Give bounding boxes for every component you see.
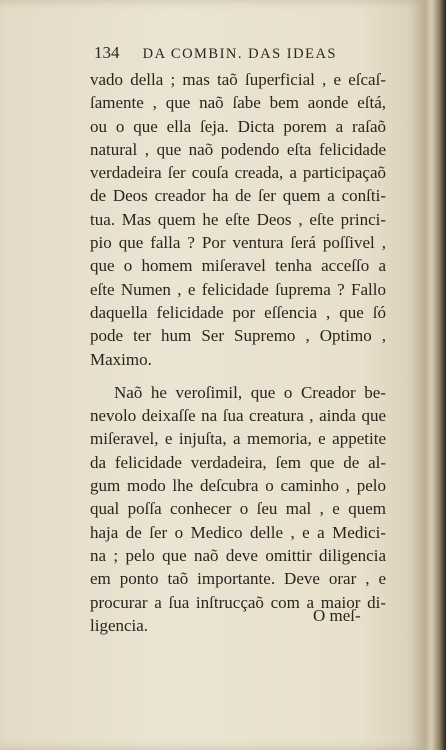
text-line: da felicidade verdadeira, ſem que de al- [90, 452, 386, 472]
text-line: haja de ſer o Medico delle , e a Medici- [90, 522, 386, 542]
body-text [90, 68, 386, 637]
text-line: tua. Mas quem he eſte Deos , eſte princi- [90, 209, 386, 229]
page-header [94, 43, 394, 63]
text-line: Maximo. [90, 349, 152, 369]
page-number: 134 [94, 43, 120, 62]
text-line: ligencia. [90, 615, 149, 635]
text-line: pio que falla ? Por ventura ſerá poſſivel , [90, 233, 386, 253]
catchword: O meſ- [313, 606, 361, 625]
text-line: vado della ; mas taõ ſuperficial , e eſcaſ- [90, 70, 386, 89]
running-title: DA COMBIN. DAS IDEAS [142, 46, 337, 62]
text-line: em ponto taõ importante. Deve orar , e [90, 569, 386, 589]
text-line: Naõ he veroſimil, que o Creador be- [114, 382, 386, 402]
text-line: natural , que naõ podendo eſta felicidade [90, 139, 386, 159]
page-edge [424, 0, 446, 750]
text-line: gum modo lhe deſcubra o caminho , pelo [90, 476, 386, 496]
text-line: daquella felicidade por eſſencia , que ſó [90, 302, 386, 322]
text-line: ſamente , que naõ ſabe bem aonde eſtá, [90, 93, 386, 113]
text-line: qual poſſa conhecer o ſeu mal , e quem [90, 499, 386, 519]
text-line: miſeravel, e injuſta, a memoria, e appetite [90, 429, 386, 449]
text-line: nevolo deixaſſe na ſua creatura , ainda que [90, 406, 386, 426]
text-line: ou o que ella ſeja. Dicta porem a raſaõ [90, 116, 386, 136]
text-line: eſte Numen , e felicidade ſuprema ? Fallo [90, 279, 386, 299]
text-line: na ; pelo que naõ deve omittir diligencia [90, 545, 386, 565]
text-line: pode ter hum Ser Supremo , Optimo , [90, 326, 386, 346]
text-line: procurar a ſua inſtrucçaõ com a maior di- [90, 592, 386, 612]
text-line: de Deos creador ha de ſer quem a conſti- [90, 186, 386, 206]
text-line: verdadeira ſer couſa creada, a participaçaõ [90, 163, 386, 183]
text-line: que o homem miſeravel tenha acceſſo a [90, 256, 386, 276]
